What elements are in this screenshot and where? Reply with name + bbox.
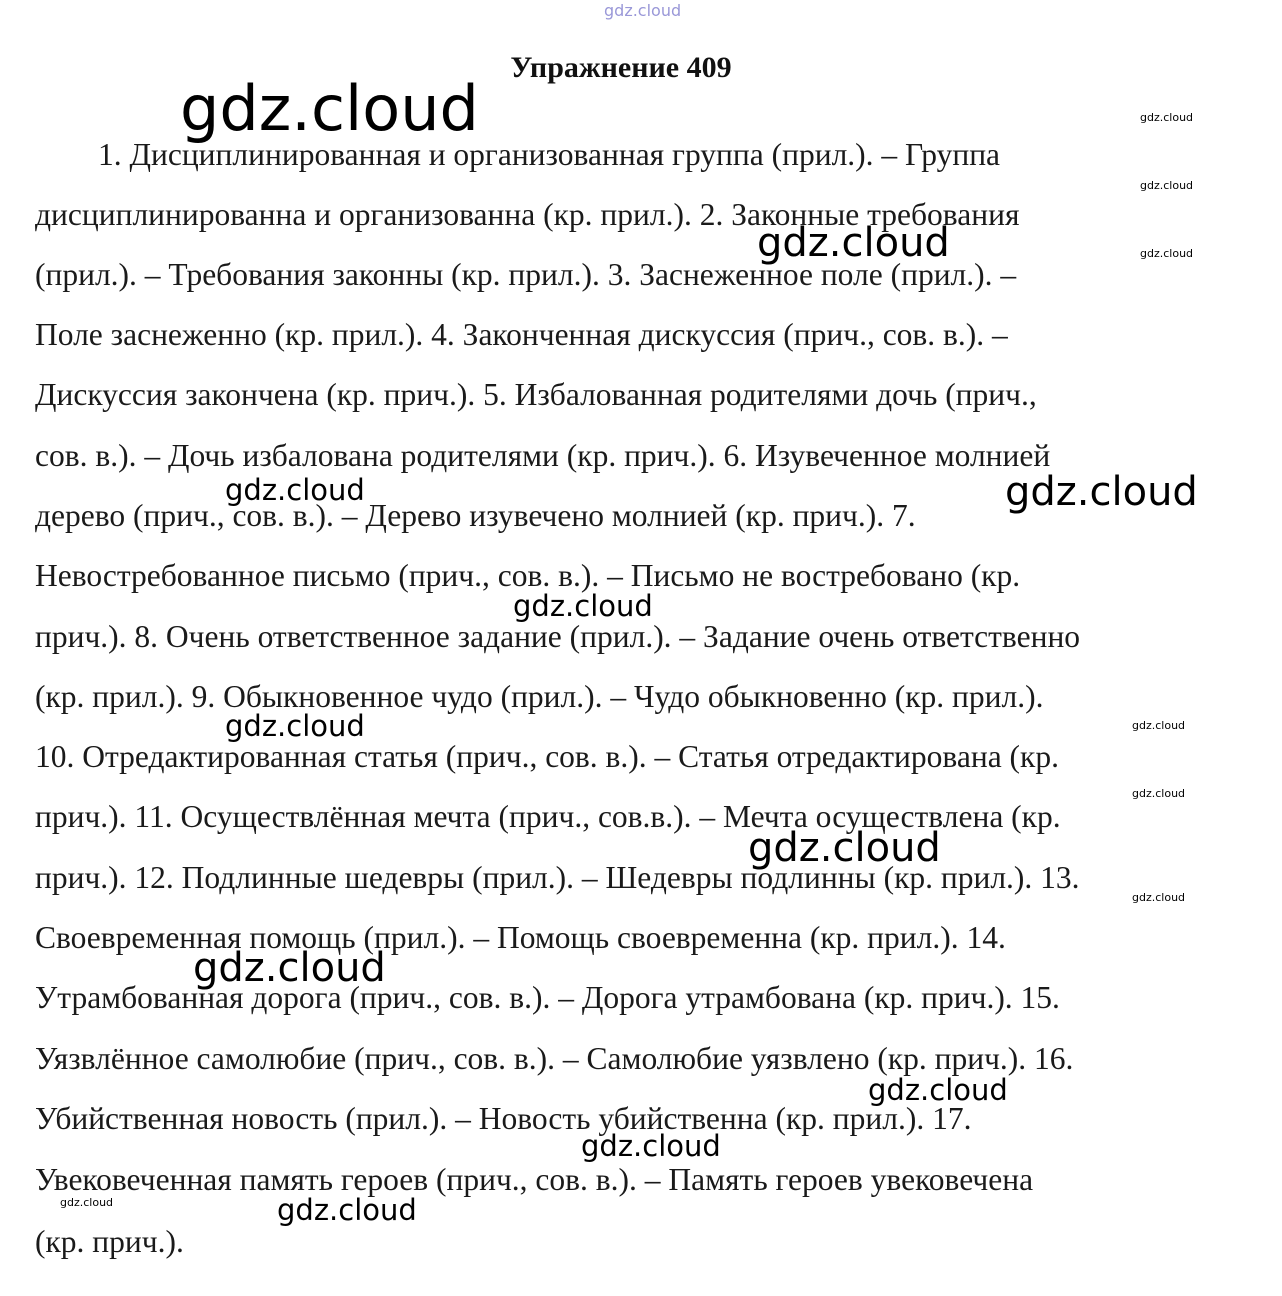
watermark: gdz.cloud xyxy=(1005,469,1198,515)
text-line: прич.). 11. Осуществлённая мечта (прич., сов.в.). – Мечта осуществлена (кр. xyxy=(35,799,1061,834)
watermark: gdz.cloud xyxy=(1140,247,1194,260)
text-line: Поле заснеженно (кр. прил.). 4. Законченная дискуссия (прич., сов. в.). – xyxy=(35,317,1008,352)
watermark: gdz.cloud xyxy=(180,72,479,145)
watermark: gdz.cloud xyxy=(1140,179,1194,192)
text-line: сов. в.). – Дочь избалована родителями (кр. прич.). 6. Изувеченное молнией xyxy=(35,438,1051,473)
text-line: (прил.). – Требования законны (кр. прил.). 3. Заснеженное поле (прил.). – xyxy=(35,257,1017,292)
text-line: 10. Отредактированная статья (прич., сов. в.). – Статья отредактирована (кр. xyxy=(35,739,1059,774)
text-line: дисциплинированна и организованна (кр. прил.). 2. Законные требования xyxy=(35,197,1020,232)
watermark: gdz.cloud xyxy=(1132,891,1186,904)
text-line: Увековеченная память героев (прич., сов. в.). – Память героев увековечена xyxy=(35,1162,1034,1197)
watermark: gdz.cloud xyxy=(1132,787,1186,800)
watermark: gdz.cloud xyxy=(193,945,386,991)
watermark: gdz.cloud xyxy=(225,473,365,507)
watermark: gdz.cloud xyxy=(748,825,941,871)
text-line: (кр. прич.). xyxy=(35,1224,184,1259)
watermark: gdz.cloud xyxy=(868,1073,1008,1107)
watermark: gdz.cloud xyxy=(225,709,365,743)
watermark: gdz.cloud xyxy=(277,1193,417,1227)
text-line: Невостребованное письмо (прич., сов. в.). – Письмо не востребовано (кр. xyxy=(35,558,1021,593)
watermark: gdz.cloud xyxy=(581,1129,721,1163)
text-line: прич.). 8. Очень ответственное задание (прил.). – Задание очень ответственно xyxy=(35,619,1081,654)
watermark: gdz.cloud xyxy=(757,220,950,266)
text-line: Убийственная новость (прил.). – Новость убийственна (кр. прил.). 17. xyxy=(35,1101,972,1136)
text-line: 1. Дисциплинированная и организованная группа (прил.). – Группа xyxy=(35,137,1001,172)
watermark: gdz.cloud xyxy=(1132,719,1186,732)
text-line: Утрамбованная дорога (прич., сов. в.). – Дорога утрамбована (кр. прич.). 15. xyxy=(35,980,1060,1015)
text-line: (кр. прил.). 9. Обыкновенное чудо (прил.). – Чудо обыкновенно (кр. прил.). xyxy=(35,679,1044,714)
text-line: Дискуссия закончена (кр. прич.). 5. Избалованная родителями дочь (прич., xyxy=(35,377,1037,412)
watermark: gdz.cloud xyxy=(1140,111,1194,124)
text-line: Своевременная помощь (прил.). – Помощь своевременна (кр. прил.). 14. xyxy=(35,920,1006,955)
watermark: gdz.cloud xyxy=(60,1196,114,1209)
text-line: дерево (прич., сов. в.). – Дерево изувечено молнией (кр. прич.). 7. xyxy=(35,498,916,533)
text-line: Уязвлённое самолюбие (прич., сов. в.). – Самолюбие уязвлено (кр. прич.). 16. xyxy=(35,1041,1074,1076)
watermark: gdz.cloud xyxy=(513,589,653,623)
exercise-title: Упражнение 409 xyxy=(510,51,732,84)
header-watermark: gdz.cloud xyxy=(604,1,682,20)
text-line: прич.). 12. Подлинные шедевры (прил.). – Шедевры подлинны (кр. прил.). 13. xyxy=(35,860,1080,895)
